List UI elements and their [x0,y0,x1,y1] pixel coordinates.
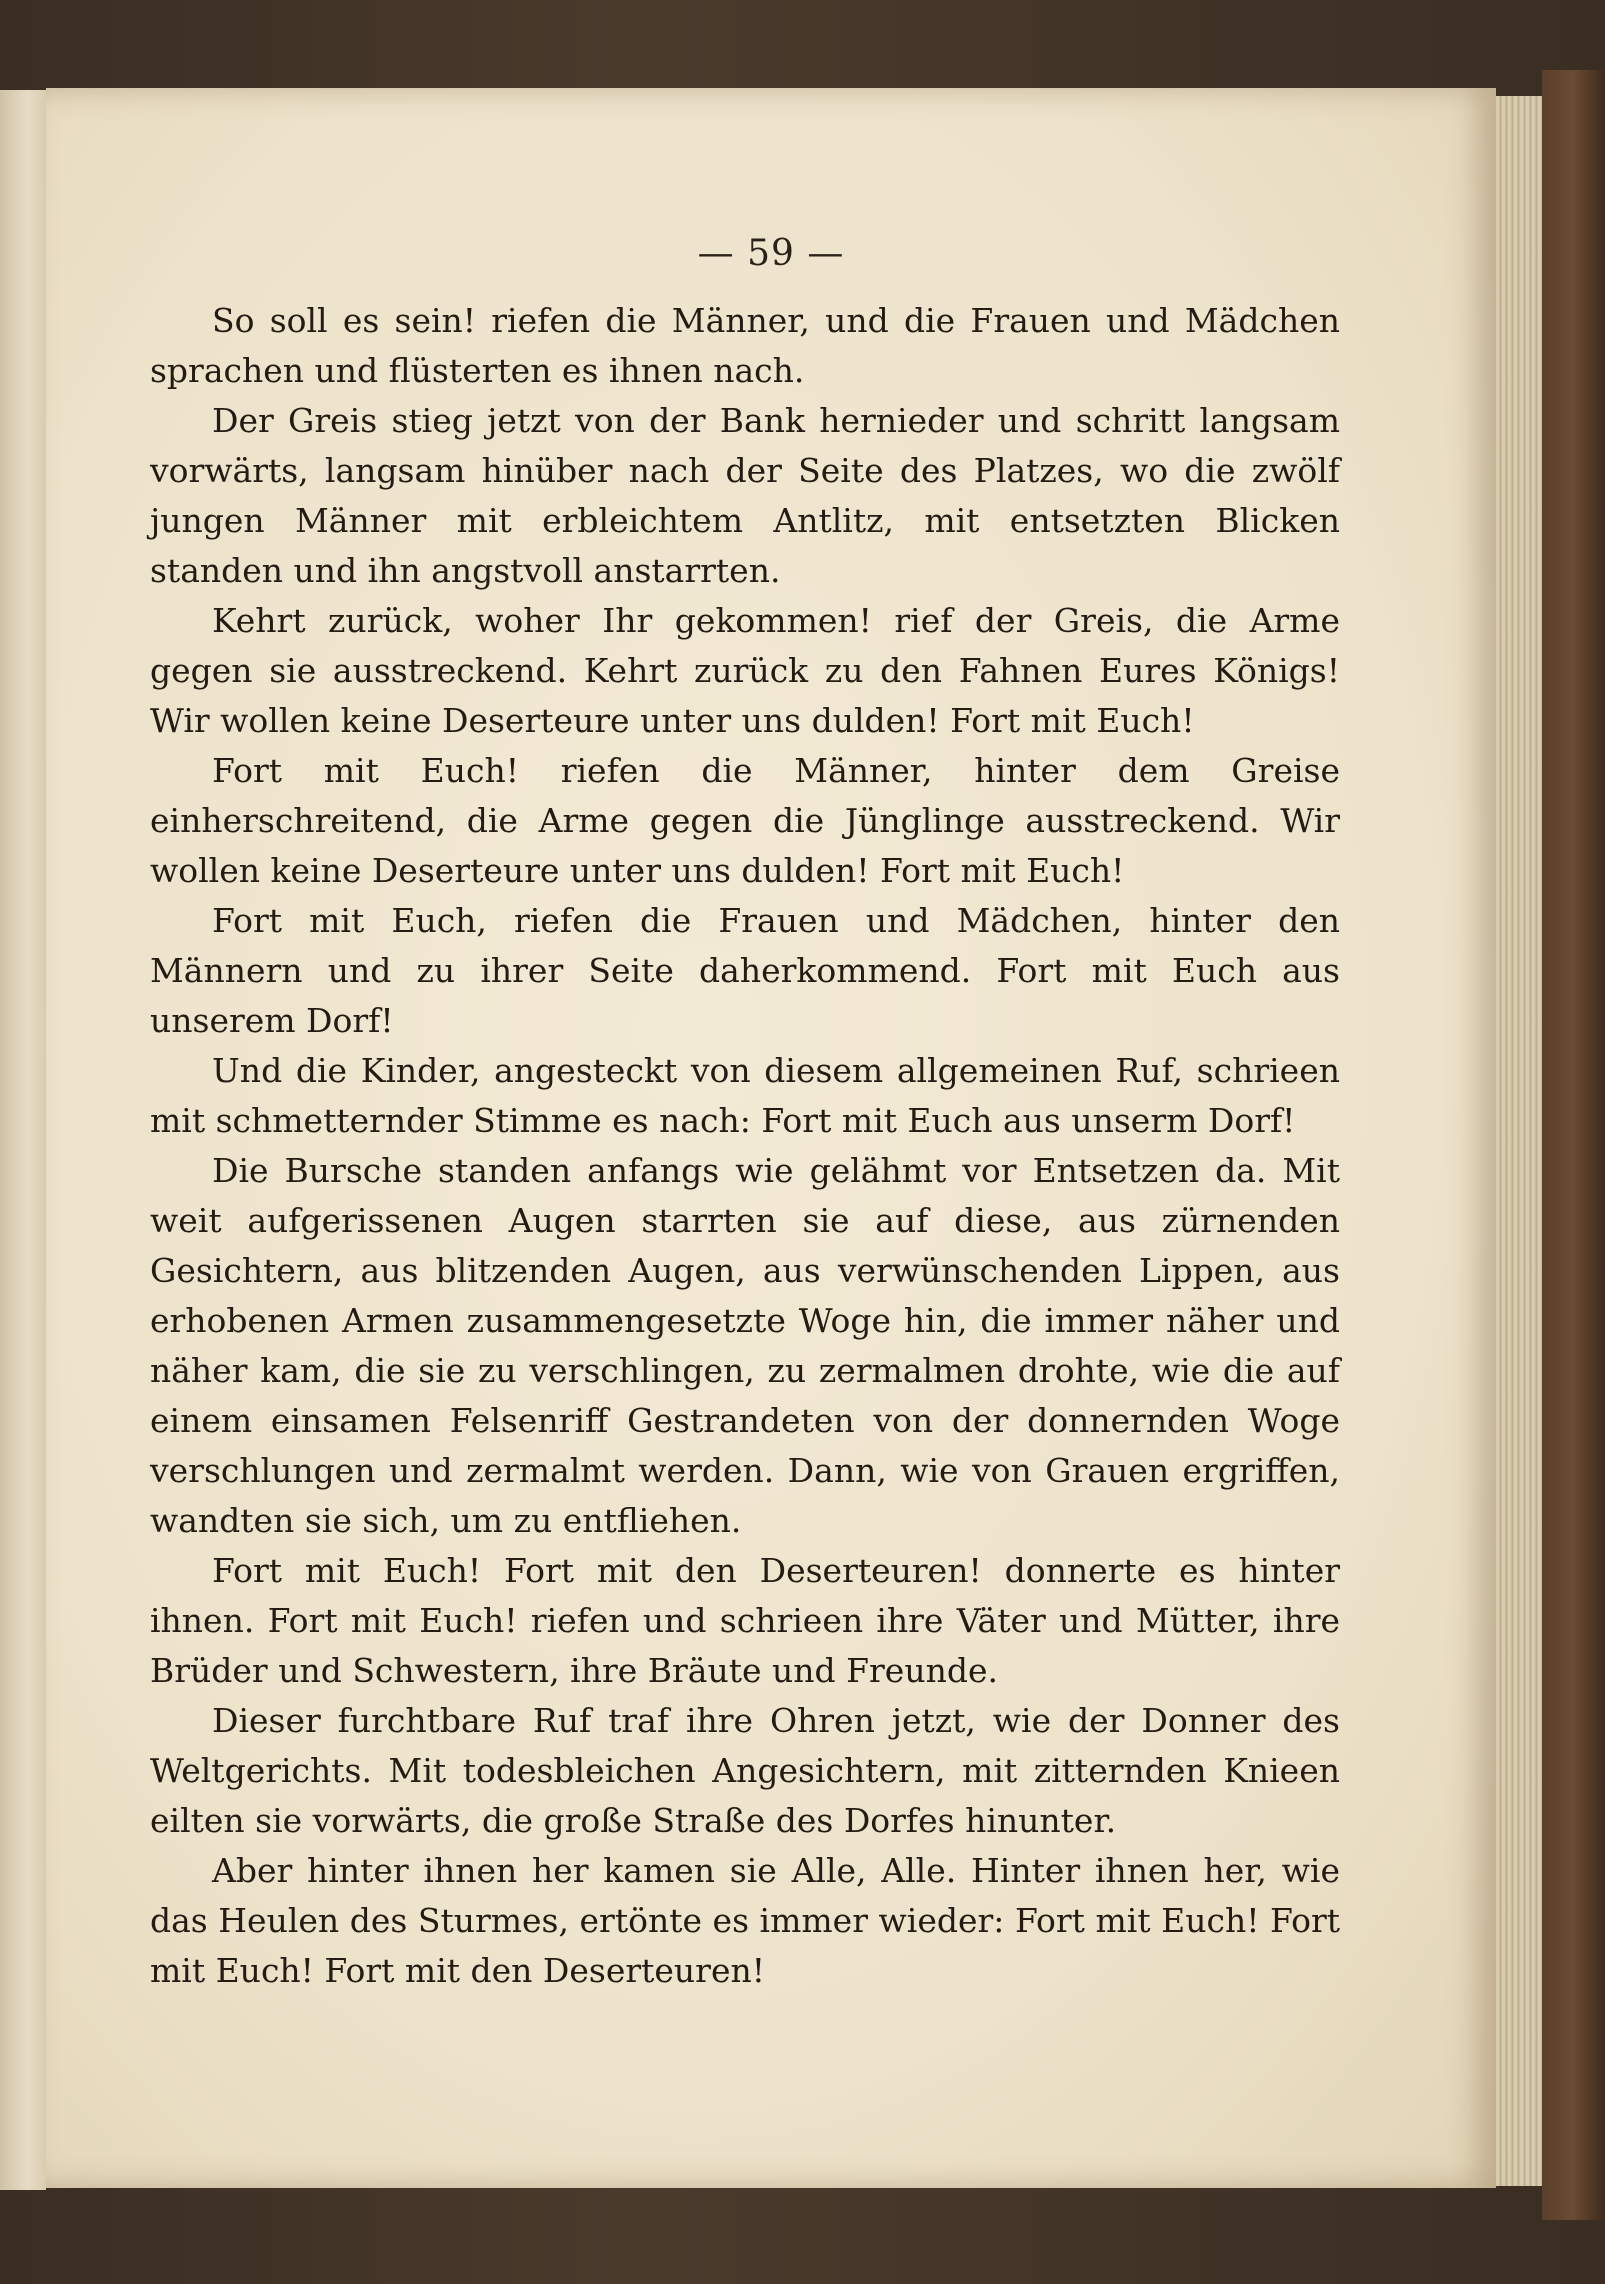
paragraph: Kehrt zurück, woher Ihr gekommen! rief der Greis, die Arme gegen sie ausstreckend. Kehrt zurück zu den Fahnen Eures Königs! Wir wollen keine Deserteure unter uns dulden! Fort mit Euch! [150,601,1340,740]
paragraph: Fort mit Euch! Fort mit den Deserteuren! donnerte es hinter ihnen. Fort mit Euch! riefen und schrieen ihre Väter und Mütter, ihre Brüder und Schwestern, ihre Bräute und Freunde. [150,1551,1340,1690]
page-number: — 59 — [697,233,845,274]
paragraph: Die Bursche standen anfangs wie gelähmt vor Entsetzen da. Mit weit aufgerissenen Augen starrten sie auf diese, aus zürnenden Gesichtern, aus blitzenden Augen, aus verwünschenden Lippen, aus erhobenen Armen zusammengesetzte Woge hin, die immer näher und näher kam, die sie zu verschlingen, zu zermalmen drohte, wie die auf einem einsamen Felsenriff Gestrandeten von der donnernden Woge verschlungen und zermalmt werden. Dann, wie von Grauen ergriffen, wandten sie sich, um zu entfliehen. [150,1151,1340,1540]
page-stack-edge [1496,96,1542,2186]
paragraph: Der Greis stieg jetzt von der Bank hernieder und schritt langsam vorwärts, langsam hinüber nach der Seite des Platzes, wo die zwölf jungen Männer mit erbleichtem Antlitz, mit entsetzten Blicken standen und ihn angstvoll anstarrten. [150,401,1340,590]
paragraph: So soll es sein! riefen die Männer, und die Frauen und Mädchen sprachen und flüsterten es ihnen nach. [150,301,1340,390]
paragraph: Dieser furchtbare Ruf traf ihre Ohren jetzt, wie der Donner des Weltgerichts. Mit todesbleichen Angesichtern, mit zitternden Knieen eilten sie vorwärts, die große Straße des Dorfes hinunter. [150,1701,1340,1840]
paragraph: Und die Kinder, angesteckt von diesem allgemeinen Ruf, schrieen mit schmetternder Stimme es nach: Fort mit Euch aus unserm Dorf! [150,1051,1340,1140]
paragraph: Aber hinter ihnen her kamen sie Alle, Alle. Hinter ihnen her, wie das Heulen des Sturmes, ertönte es immer wieder: Fort mit Euch! Fort mit Euch! Fort mit den Deserteuren! [150,1851,1340,1990]
book-page [46,88,1496,2188]
body-text [150,296,1340,1996]
facing-page-edge [0,90,46,2190]
book-cover-edge [1542,70,1605,2220]
paragraph: Fort mit Euch, riefen die Frauen und Mädchen, hinter den Männern und zu ihrer Seite daherkommend. Fort mit Euch aus unserem Dorf! [150,901,1340,1040]
paragraph: Fort mit Euch! riefen die Männer, hinter dem Greise einherschreitend, die Arme gegen die Jünglinge ausstreckend. Wir wollen keine Deserteure unter uns dulden! Fort mit Euch! [150,751,1340,890]
